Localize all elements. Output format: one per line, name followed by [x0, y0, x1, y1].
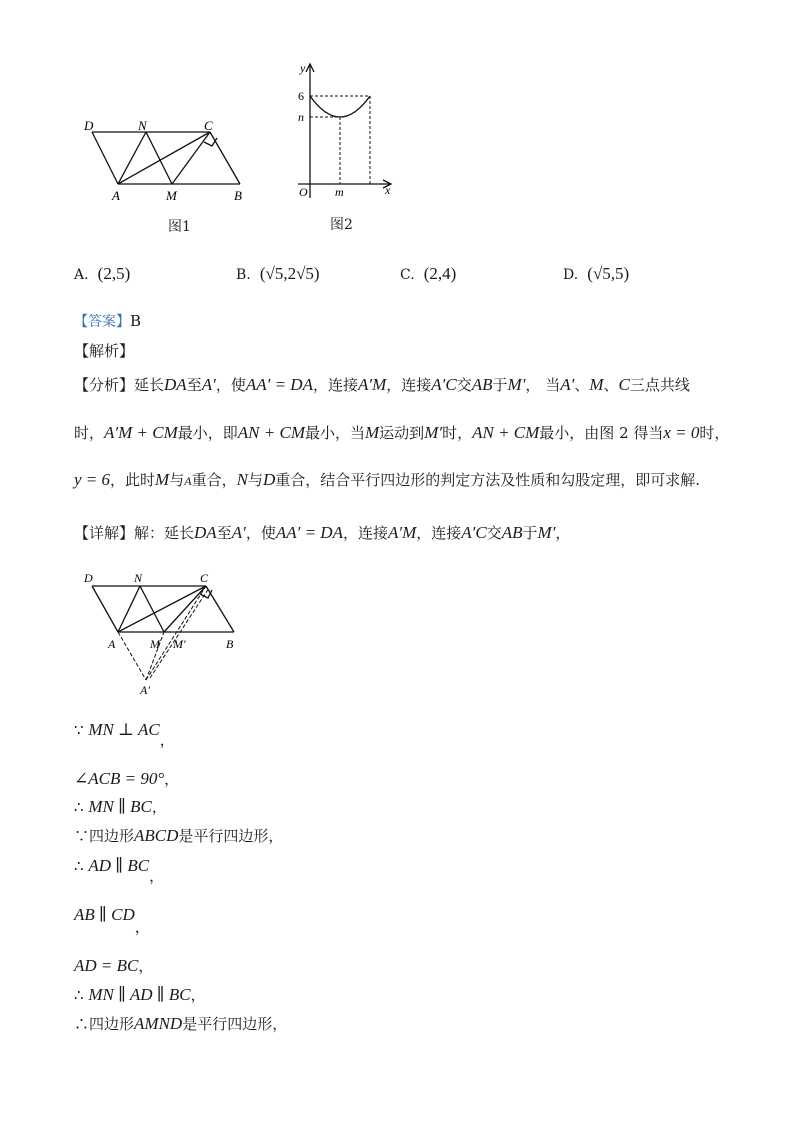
text: 于	[492, 376, 508, 394]
math: A′M	[387, 523, 417, 542]
text: 时，	[699, 424, 730, 442]
text: ，	[190, 986, 206, 1004]
text: ，	[134, 918, 150, 936]
math: A′	[231, 523, 246, 542]
math: D	[262, 470, 276, 489]
text: 交	[486, 524, 502, 542]
fig1-label-C: C	[204, 118, 213, 133]
option-a-value: (2,5)	[97, 264, 131, 283]
text: ，	[164, 770, 180, 788]
math: A	[184, 474, 192, 488]
text: 交	[456, 376, 472, 394]
step-8	[74, 985, 206, 1005]
symbol: ∴	[74, 857, 89, 875]
text: 至	[186, 376, 202, 394]
text: 解：延长	[134, 524, 195, 542]
fig3-label-A: A	[108, 637, 116, 651]
text: ，连接	[416, 524, 462, 542]
fig2-label-6: 6	[298, 89, 304, 103]
fig2-label-y: y	[300, 61, 306, 75]
text: 于	[522, 524, 538, 542]
option-c	[400, 264, 456, 284]
math: MN ⊥ AC	[88, 720, 160, 739]
option-a	[74, 264, 130, 284]
fig1-label-B: B	[234, 188, 242, 203]
fig2-label-O: O	[299, 185, 308, 199]
math: DA	[164, 375, 187, 394]
math: C	[618, 375, 630, 394]
math: A′	[560, 375, 575, 394]
option-d	[563, 264, 629, 284]
step-3	[74, 797, 167, 817]
step-9	[74, 1014, 287, 1034]
math: M′	[507, 375, 526, 394]
math: M	[589, 375, 604, 394]
math: N	[236, 470, 248, 489]
math: AB	[471, 375, 493, 394]
math: AN + CM	[237, 423, 305, 442]
fenxi-line-2	[74, 423, 729, 443]
figure-2-caption: 图2	[330, 217, 353, 233]
math: y = 6	[74, 470, 111, 489]
text: 运动到	[379, 424, 425, 442]
answer-tag: 【答案】	[74, 314, 130, 330]
math: AN + CM	[472, 423, 540, 442]
text: 、	[574, 376, 590, 394]
fig2-label-x: x	[385, 183, 391, 197]
text: 时，	[442, 424, 473, 442]
math: M	[365, 423, 380, 442]
option-d-letter: D.	[563, 267, 579, 283]
fig3-label-N: N	[134, 571, 143, 585]
math: ABCD	[134, 826, 179, 845]
math: AB	[501, 523, 523, 542]
text: ，连接	[342, 524, 388, 542]
math: M′	[424, 423, 443, 442]
step-6	[74, 905, 150, 936]
analysis-tag: 【解析】	[74, 342, 135, 360]
fig3-label-Mprime: M′	[173, 637, 186, 651]
detail-line-1	[74, 523, 570, 543]
fenxi-line-1	[74, 375, 690, 395]
figure-1-caption: 图1	[168, 219, 191, 235]
fenxi-line-3	[74, 470, 700, 491]
detail-tag: 【详解】	[74, 524, 135, 542]
text: ，	[138, 957, 154, 975]
text: ，连接	[312, 376, 358, 394]
fig3-label-M: M	[150, 637, 160, 651]
option-c-value: (2,4)	[423, 264, 457, 283]
text: 最小，由图 2 得当	[539, 424, 664, 442]
step-7	[74, 956, 153, 976]
text: 四边形	[89, 827, 135, 845]
symbol: ∴	[74, 986, 89, 1004]
math: AB ∥ CD	[74, 905, 135, 924]
fig1-label-N: N	[138, 118, 147, 133]
text: 时，	[74, 424, 105, 442]
text: 最小，即	[177, 424, 238, 442]
fig1-label-M: M	[166, 188, 177, 203]
text: ，	[159, 731, 175, 749]
text: 三点共线	[629, 376, 690, 394]
text: ，使	[215, 376, 246, 394]
fig2-label-n: n	[298, 110, 304, 124]
answer-value: B	[130, 312, 142, 330]
option-c-letter: C.	[400, 267, 415, 283]
text: 延长	[134, 376, 165, 394]
figure-3	[78, 568, 258, 700]
math: MN ∥ BC	[88, 797, 152, 816]
text: 四边形	[89, 1015, 135, 1033]
answer-line	[74, 311, 141, 332]
text: 至	[216, 524, 232, 542]
math: A′M	[357, 375, 387, 394]
option-b	[236, 264, 320, 284]
fig3-label-C: C	[200, 571, 209, 585]
text: ，连接	[386, 376, 432, 394]
step-1	[74, 720, 175, 749]
math: A′C	[431, 375, 457, 394]
fig1-label-D: D	[84, 118, 94, 133]
text: 与	[169, 471, 185, 489]
step-2	[74, 769, 179, 789]
text: ，	[151, 798, 167, 816]
option-a-letter: A.	[74, 267, 89, 283]
math: A′M + CM	[104, 423, 178, 442]
option-d-value: (√5,5)	[587, 264, 630, 283]
fig2-label-m: m	[335, 185, 344, 199]
figure-2	[288, 58, 400, 208]
text: 是平行四边形，	[182, 1015, 288, 1033]
step-5	[74, 856, 165, 885]
math: x = 0	[663, 423, 700, 442]
symbol: ∴	[74, 798, 89, 816]
fig1-label-A: A	[112, 188, 120, 203]
text: ，	[555, 524, 571, 542]
text: ，此时	[110, 471, 156, 489]
text: ，	[149, 867, 165, 885]
math: AA′ = DA	[245, 375, 313, 394]
symbol: ∴	[74, 1015, 90, 1033]
step-4	[74, 826, 283, 846]
math: ∠ACB = 90°	[74, 769, 165, 788]
math: M′	[537, 523, 556, 542]
text: 重合，	[191, 471, 237, 489]
symbol: ∵	[74, 827, 90, 845]
symbol: ∵	[74, 721, 89, 739]
text: 是平行四边形，	[178, 827, 284, 845]
fig3-label-D: D	[84, 571, 93, 585]
option-b-letter: B.	[236, 267, 251, 283]
math: A′C	[461, 523, 487, 542]
text: 重合，结合平行四边形的判定方法及性质和勾股定理，即可求解.	[275, 471, 701, 489]
math: MN ∥ AD ∥ BC	[88, 985, 191, 1004]
text: ，使	[245, 524, 276, 542]
figure-1	[78, 110, 258, 210]
fig3-label-B: B	[226, 637, 234, 651]
option-b-value: (√5,2√5)	[259, 264, 320, 283]
math: AD ∥ BC	[88, 856, 150, 875]
text: 与	[247, 471, 263, 489]
text: ， 当	[525, 376, 561, 394]
math: A′	[201, 375, 216, 394]
math: AA′ = DA	[275, 523, 343, 542]
math: M	[155, 470, 170, 489]
text: 、	[603, 376, 619, 394]
text: 最小，当	[304, 424, 365, 442]
math: AMND	[134, 1014, 183, 1033]
fig3-label-Aprime: A′	[140, 683, 150, 697]
math: DA	[194, 523, 217, 542]
math: AD = BC	[74, 956, 139, 975]
fenxi-tag: 【分析】	[74, 376, 135, 394]
